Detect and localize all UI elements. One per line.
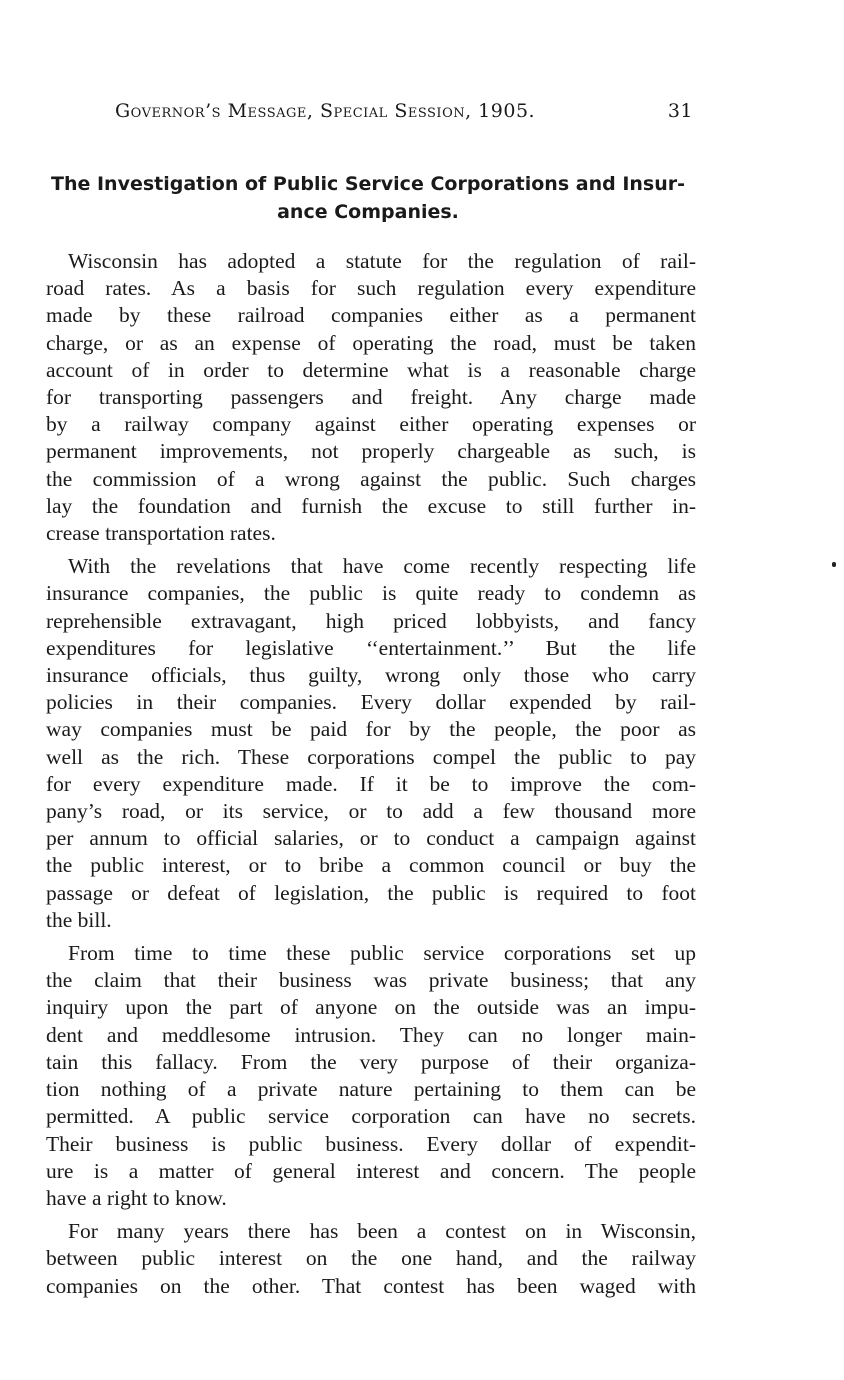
text-line: way companies must be paid for by the people, the poor as bbox=[46, 717, 696, 742]
text-line: for every expenditure made. If it be to improve the com- bbox=[46, 771, 696, 796]
text-line: between public interest on the one hand, and the railway bbox=[46, 1246, 696, 1271]
text-line: charge, or as an expense of operating the road, must be taken bbox=[46, 330, 696, 355]
text-line: Their business is public business. Every dollar of expendit- bbox=[46, 1131, 696, 1156]
text-line: the claim that their business was private business; that any bbox=[46, 968, 696, 993]
text-line: insurance companies, the public is quite ready to condemn as bbox=[46, 581, 696, 606]
text-line: From time to time these public service corporations set up bbox=[68, 941, 696, 966]
text-line: policies in their companies. Every dollar expended by rail- bbox=[46, 690, 696, 715]
running-head bbox=[115, 100, 693, 130]
text-line: the bill. bbox=[46, 907, 112, 932]
paragraph bbox=[46, 248, 696, 547]
text-line: inquiry upon the part of anyone on the outside was an impu- bbox=[46, 995, 696, 1020]
text-line: made by these railroad companies either as a permanent bbox=[46, 303, 696, 328]
text-line: permanent improvements, not properly chargeable as such, is bbox=[46, 439, 696, 464]
paragraph bbox=[46, 553, 696, 934]
text-line: With the revelations that have come recently respecting life bbox=[68, 554, 696, 579]
text-line: passage or defeat of legislation, the public is required to foot bbox=[46, 880, 696, 905]
text-line: account of in order to determine what is a reasonable charge bbox=[46, 357, 696, 382]
section-heading-line: The Investigation of Public Service Corporations and Insur- bbox=[50, 173, 686, 195]
text-line: dent and meddlesome intrusion. They can no longer main- bbox=[46, 1022, 696, 1047]
text-line: Wisconsin has adopted a statute for the regulation of rail- bbox=[68, 249, 696, 273]
text-line: expenditures for legislative ‘‘entertainment.’’ But the life bbox=[46, 635, 696, 660]
margin-speck bbox=[832, 562, 836, 567]
text-line: by a railway company against either operating expenses or bbox=[46, 412, 696, 437]
running-head-title: Governor’s Message, Special Session, 1905. bbox=[115, 100, 536, 122]
text-line: ure is a matter of general interest and concern. The people bbox=[46, 1158, 696, 1183]
text-line: crease transportation rates. bbox=[46, 521, 276, 546]
text-line: tain this fallacy. From the very purpose of their organiza- bbox=[46, 1049, 696, 1074]
text-line: pany’s road, or its service, or to add a few thousand more bbox=[46, 799, 696, 824]
body-text bbox=[46, 248, 696, 1306]
text-line: For many years there has been a contest on in Wisconsin, bbox=[68, 1219, 696, 1244]
text-line: for transporting passengers and freight. Any charge made bbox=[46, 385, 696, 410]
text-line: lay the foundation and furnish the excuse to still further in- bbox=[46, 493, 696, 518]
text-line: reprehensible extravagant, high priced lobbyists, and fancy bbox=[46, 608, 696, 633]
text-line: per annum to official salaries, or to conduct a campaign against bbox=[46, 826, 696, 851]
paragraph bbox=[46, 940, 696, 1212]
text-line: tion nothing of a private nature pertaining to them can be bbox=[46, 1077, 696, 1102]
text-line: permitted. A public service corporation can have no secrets. bbox=[46, 1104, 696, 1129]
text-line: well as the rich. These corporations compel the public to pay bbox=[46, 744, 696, 769]
paragraph bbox=[46, 1218, 696, 1300]
text-line: have a right to know. bbox=[46, 1185, 227, 1210]
text-line: road rates. As a basis for such regulation every expenditure bbox=[46, 276, 696, 301]
text-line: companies on the other. That contest has been waged with bbox=[46, 1273, 696, 1298]
text-line: the public interest, or to bribe a common council or buy the bbox=[46, 853, 696, 878]
section-heading-line: ance Companies. bbox=[277, 201, 459, 223]
text-line: the commission of a wrong against the public. Such charges bbox=[46, 466, 696, 491]
text-line: insurance officials, thus guilty, wrong only those who carry bbox=[46, 663, 696, 688]
page-number: 31 bbox=[667, 100, 693, 122]
section-heading bbox=[40, 170, 696, 226]
